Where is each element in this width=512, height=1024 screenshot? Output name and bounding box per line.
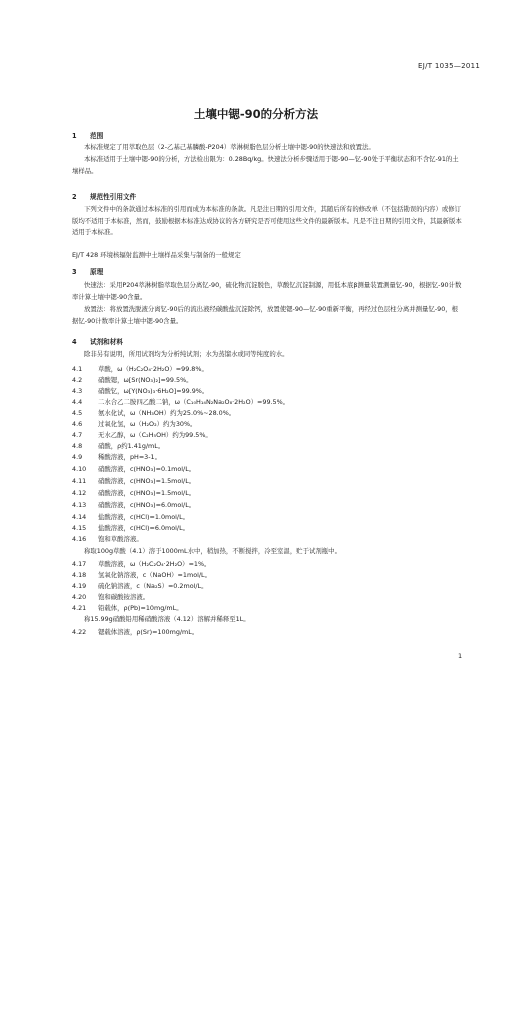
list-item [72,408,235,419]
list-item [72,534,143,545]
item-text: 硫化钠溶液，c（Na₂S）=0.2mol/L。 [98,582,208,590]
item-note: 称15.99g硝酸铅用稀硝酸溶液（4.12）溶解并稀释至1L。 [84,615,250,623]
item-number: 4.1 [72,365,83,373]
item-text: 草酸溶液，ω（H₂C₂O₄·2H₂O）=1%。 [98,560,211,568]
item-number: 4.21 [72,604,87,612]
list-item [72,512,189,523]
list-item [72,500,195,511]
item-number: 4.20 [72,593,87,601]
item-number: 4.14 [72,513,87,521]
section-2-reference: EJ/T 428 环境核辐射监测中土壤样品采集与制备的一般规定 [72,251,241,259]
list-item [72,441,164,452]
item-text: 饱和草酸溶液。 [98,535,143,543]
list-item [72,375,193,386]
list-item [72,452,161,463]
section-2-heading [72,191,136,201]
item-number: 4.8 [72,442,83,450]
section-title: 原理 [90,268,104,276]
item-text: 硝酸，ρ约1.41g/mL。 [98,442,165,450]
section-3-paragraph-2: 放置法：将放置洗脱液分离钇-90后的流出液经碳酸盐沉淀除钙，放置使锶-90—钇-90重新平衡，再经过色层柱分离并测量钇-90，根据钇-90计数率计算土壤中锶-90含量。 [72,305,459,325]
list-item [72,464,195,475]
item-number: 4.13 [72,501,87,509]
list-item [72,592,149,603]
section-3-heading [72,266,103,276]
item-text: 盐酸溶液，c(HCl)=6.0mol/L。 [98,524,190,532]
item-number: 4.11 [72,477,87,485]
page-number: 1 [458,652,463,660]
list-item [72,364,208,375]
item-text: 硝酸溶液，c(HNO₃)=1.5mol/L。 [98,489,196,497]
item-text: 铅载体，ρ(Pb)=10mg/mL。 [98,604,183,612]
item-note: 称取100g草酸（4.1）溶于1000mL水中，稍加热，不断搅拌，冷至室温，贮于试剂瓶中。 [84,547,341,555]
item-number: 4.22 [72,628,87,636]
list-item [72,581,208,592]
list-item [72,603,183,614]
item-text: 稀酸溶液，pH=3-1。 [98,453,161,461]
section-number: 2 [72,193,77,201]
section-title: 试剂和材料 [90,338,123,346]
item-number: 4.18 [72,571,87,579]
section-number: 3 [72,268,77,276]
list-item [72,570,211,581]
item-text: 硝酸溶液，c(HNO₃)=6.0mol/L。 [98,501,196,509]
item-text: 盐酸溶液，c(HCl)=1.0mol/L。 [98,513,190,521]
section-1-paragraph-2: 本标准适用于土壤中锶-90的分析，方法检出限为：0.28Bq/kg。快速法分析步骤适用于锶-90—钇-90处于平衡状态和不含钇-91的土壤样品。 [72,155,459,175]
standard-number: EJ/T 1035—2011 [418,62,481,70]
item-number: 4.5 [72,409,83,417]
item-text: 锶载体溶液，ρ(Sr)=100mg/mL。 [98,628,199,636]
section-number: 1 [72,132,77,140]
section-3-paragraph-1: 快速法：采用P204萃淋树脂萃取色层分离钇-90，硫化物沉淀脱色，草酸钇沉淀制源，用低本底β测量装置测量钇-90，根据钇-90计数率计算土壤中锶-90含量。 [72,281,462,301]
item-number: 4.19 [72,582,87,590]
section-4-heading [72,336,123,346]
item-number: 4.4 [72,398,83,406]
item-number: 4.2 [72,376,83,384]
item-text: 无水乙醇，ω（C₂H₅OH）约为99.5%。 [98,431,212,439]
section-number: 4 [72,338,77,346]
section-1-paragraph-1: 本标准规定了用萃取色层（2-乙基己基膦酸-P204）萃淋树脂色层分析土壤中锶-90的快速法和放置法。 [84,143,375,151]
section-title: 规范性引用文件 [90,193,137,201]
item-number: 4.17 [72,560,87,568]
item-text: 饱和碳酸铵溶液。 [98,593,150,601]
item-number: 4.6 [72,420,83,428]
section-4-intro: 除非另有说明，所用试剂均为分析纯试剂；水为蒸馏水或同等纯度的水。 [84,350,289,358]
item-text: 草酸，ω（H₂C₂O₄·2H₂O）=99.8%。 [98,365,208,373]
item-number: 4.7 [72,431,83,439]
item-number: 4.16 [72,535,87,543]
item-text: 硝酸溶液，c(HNO₃)=1.5mol/L。 [98,477,196,485]
item-number: 4.9 [72,453,83,461]
page-title: 土壤中锶-90的分析方法 [193,107,319,121]
list-item [72,386,208,397]
list-item [72,559,210,570]
list-item [72,488,195,499]
item-text: 氢氧化钠溶液，c（NaOH）=1mol/L。 [98,571,211,579]
item-number: 4.10 [72,465,87,473]
item-number: 4.3 [72,387,83,395]
item-text: 过氧化氢，ω（H₂O₂）约为30%。 [98,420,197,428]
section-title: 范围 [90,132,104,140]
list-item [72,397,289,408]
item-text: 硝酸溶液，c(HNO₃)=0.1mol/L。 [98,465,196,473]
list-item [72,430,212,441]
item-text: 硝酸钇，ω[Y(NO₃)₃·6H₂O]=99.9%。 [98,387,209,395]
section-1-heading [72,130,103,140]
item-text: 氨水化试，ω（NH₃OH）约为25.0%~28.0%。 [98,409,236,417]
item-text: 硝酸锶，ω[Sr(NO₃)₂]=99.5%。 [98,376,193,384]
item-number: 4.15 [72,524,87,532]
list-item [72,523,189,534]
item-text: 二水合乙二胺四乙酸二钠，ω（C₁₀H₁₄N₂Na₂O₈·2H₂O）=99.5%。 [98,398,290,406]
list-item [72,476,195,487]
list-item [72,627,198,638]
section-2-paragraph-1: 下列文件中的条款通过本标准的引用而成为本标准的条款。凡是注日期的引用文件，其随后所有的修改单（不包括勘误的内容）或修订版均不适用于本标准，然而，鼓励根据本标准达成协议的各方研究是否可使用这些文件的最新版本。凡是不注日期的引用文件，其最新版本适用于本标准。 [72,205,462,236]
item-number: 4.12 [72,489,87,497]
list-item [72,419,196,430]
